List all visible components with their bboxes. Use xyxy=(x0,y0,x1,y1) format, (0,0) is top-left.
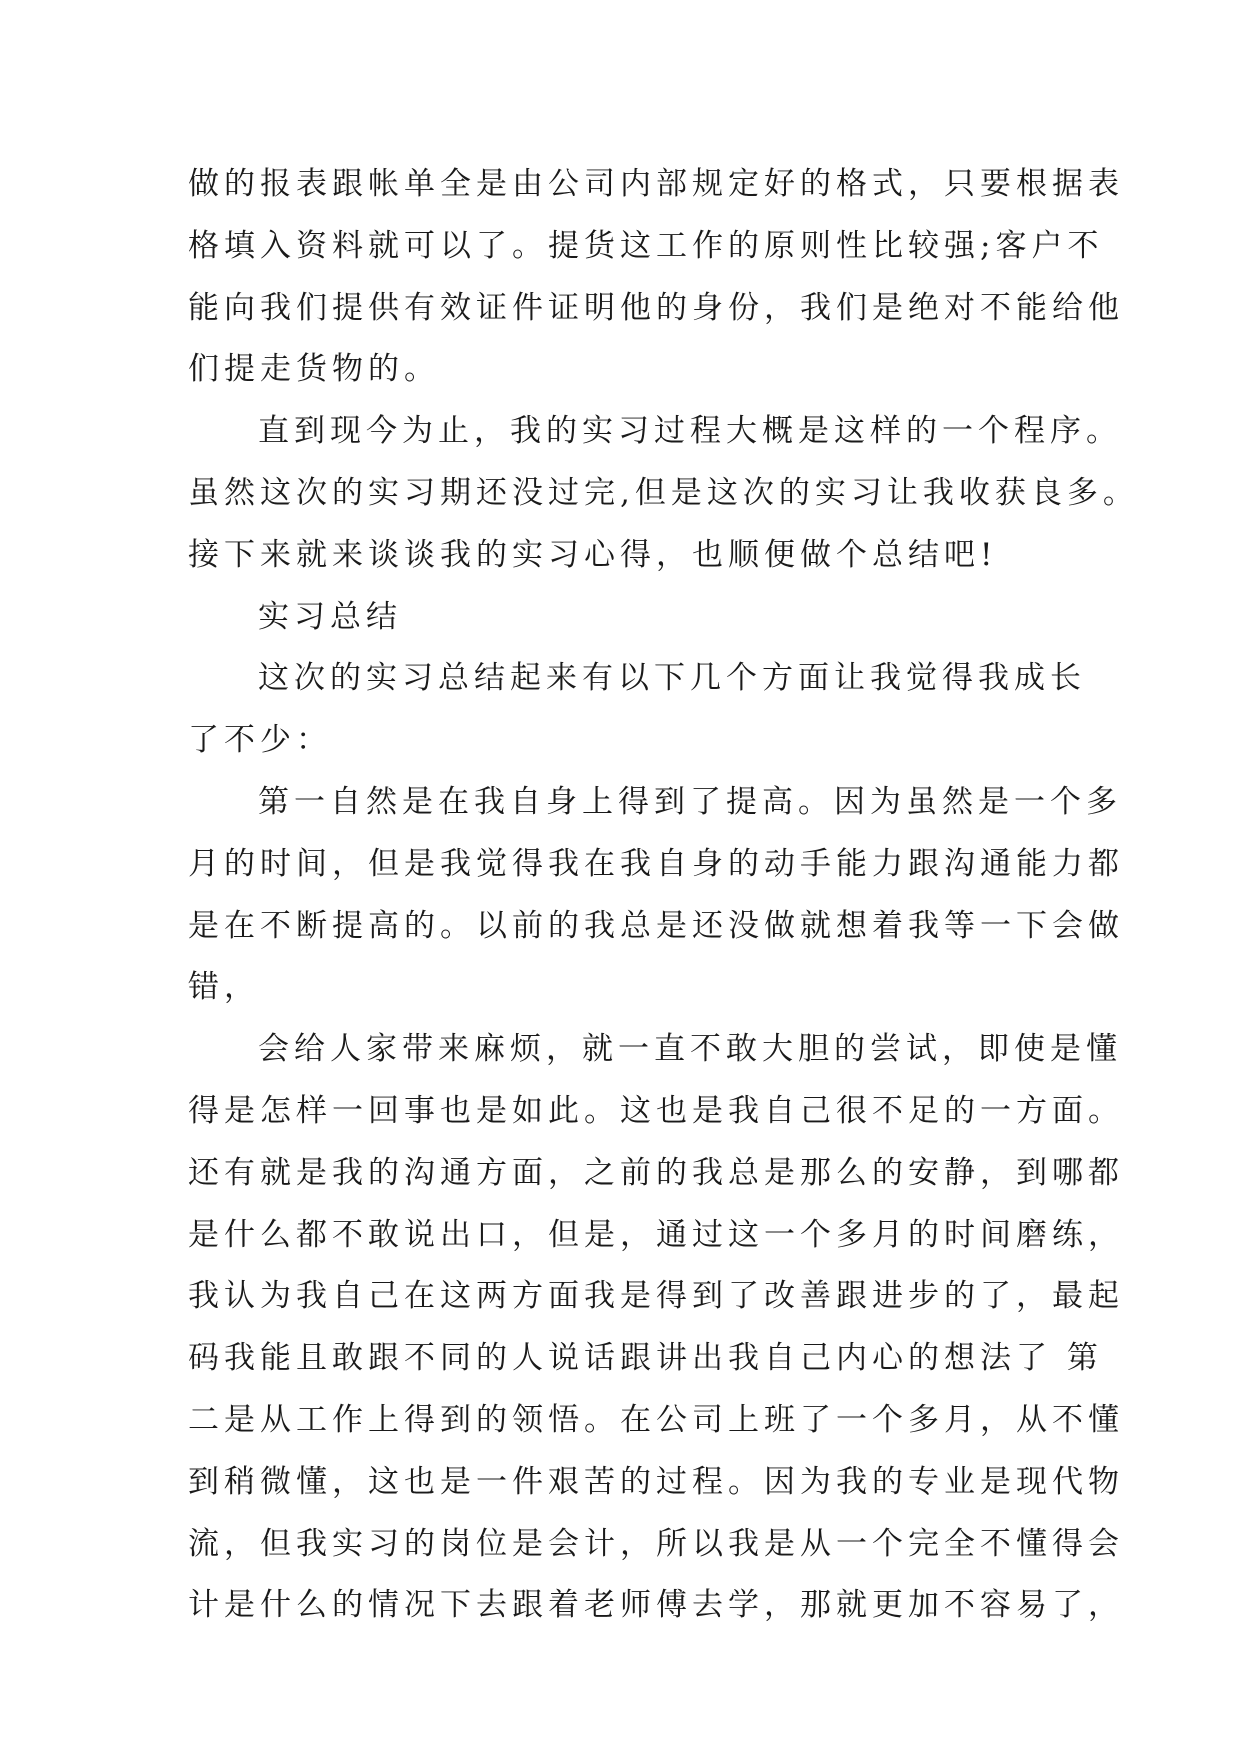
text-line: 码我能且敢跟不同的人说话跟讲出我自己内心的想法了 第 xyxy=(188,1340,1103,1377)
text-line: 虽然这次的实习期还没过完,但是这次的实习让我收获良多。 xyxy=(188,474,1139,511)
text-line: 月的时间，但是我觉得我在我自身的动手能力跟沟通能力都 xyxy=(188,845,1124,882)
document-body xyxy=(188,154,1139,1637)
text-line: 了不少： xyxy=(188,722,332,759)
text-line: 接下来就来谈谈我的实习心得，也顺便做个总结吧! xyxy=(188,536,998,573)
text-line: 是在不断提高的。以前的我总是还没做就想着我等一下会做 xyxy=(188,907,1124,944)
text-line: 是什么都不敢说出口，但是，通过这一个多月的时间磨练， xyxy=(188,1216,1124,1253)
paragraph-first-line: 会给人家带来麻烦，就一直不敢大胆的尝试，即使是懂 xyxy=(258,1031,1122,1068)
paragraph-first-line: 这次的实习总结起来有以下几个方面让我觉得我成长 xyxy=(258,660,1086,697)
text-line: 做的报表跟帐单全是由公司内部规定好的格式，只要根据表 xyxy=(188,166,1124,202)
text-line: 格填入资料就可以了。提货这工作的原则性比较强;客户不 xyxy=(188,227,1104,264)
text-line: 错， xyxy=(188,969,260,1006)
paragraph-first-line: 第一自然是在我自身上得到了提高。因为虽然是一个多 xyxy=(258,783,1122,820)
text-line: 我认为我自己在这两方面我是得到了改善跟进步的了，最起 xyxy=(188,1278,1124,1315)
text-line: 还有就是我的沟通方面，之前的我总是那么的安静，到哪都 xyxy=(188,1154,1124,1191)
text-line: 得是怎样一回事也是如此。这也是我自己很不足的一方面。 xyxy=(188,1092,1124,1129)
paragraph-first-line: 直到现今为止，我的实习过程大概是这样的一个程序。 xyxy=(258,413,1122,450)
paragraph-first-line: 实习总结 xyxy=(258,598,402,635)
text-line: 计是什么的情况下去跟着老师傅去学，那就更加不容易了， xyxy=(188,1587,1124,1624)
text-line: 能向我们提供有效证件证明他的身份，我们是绝对不能给他 xyxy=(188,289,1124,326)
text-line: 流，但我实习的岗位是会计，所以我是从一个完全不懂得会 xyxy=(188,1525,1124,1562)
text-line: 二是从工作上得到的领悟。在公司上班了一个多月，从不懂 xyxy=(188,1401,1124,1438)
text-line: 们提走货物的。 xyxy=(188,351,440,388)
text-line: 到稍微懂，这也是一件艰苦的过程。因为我的专业是现代物 xyxy=(188,1463,1124,1500)
